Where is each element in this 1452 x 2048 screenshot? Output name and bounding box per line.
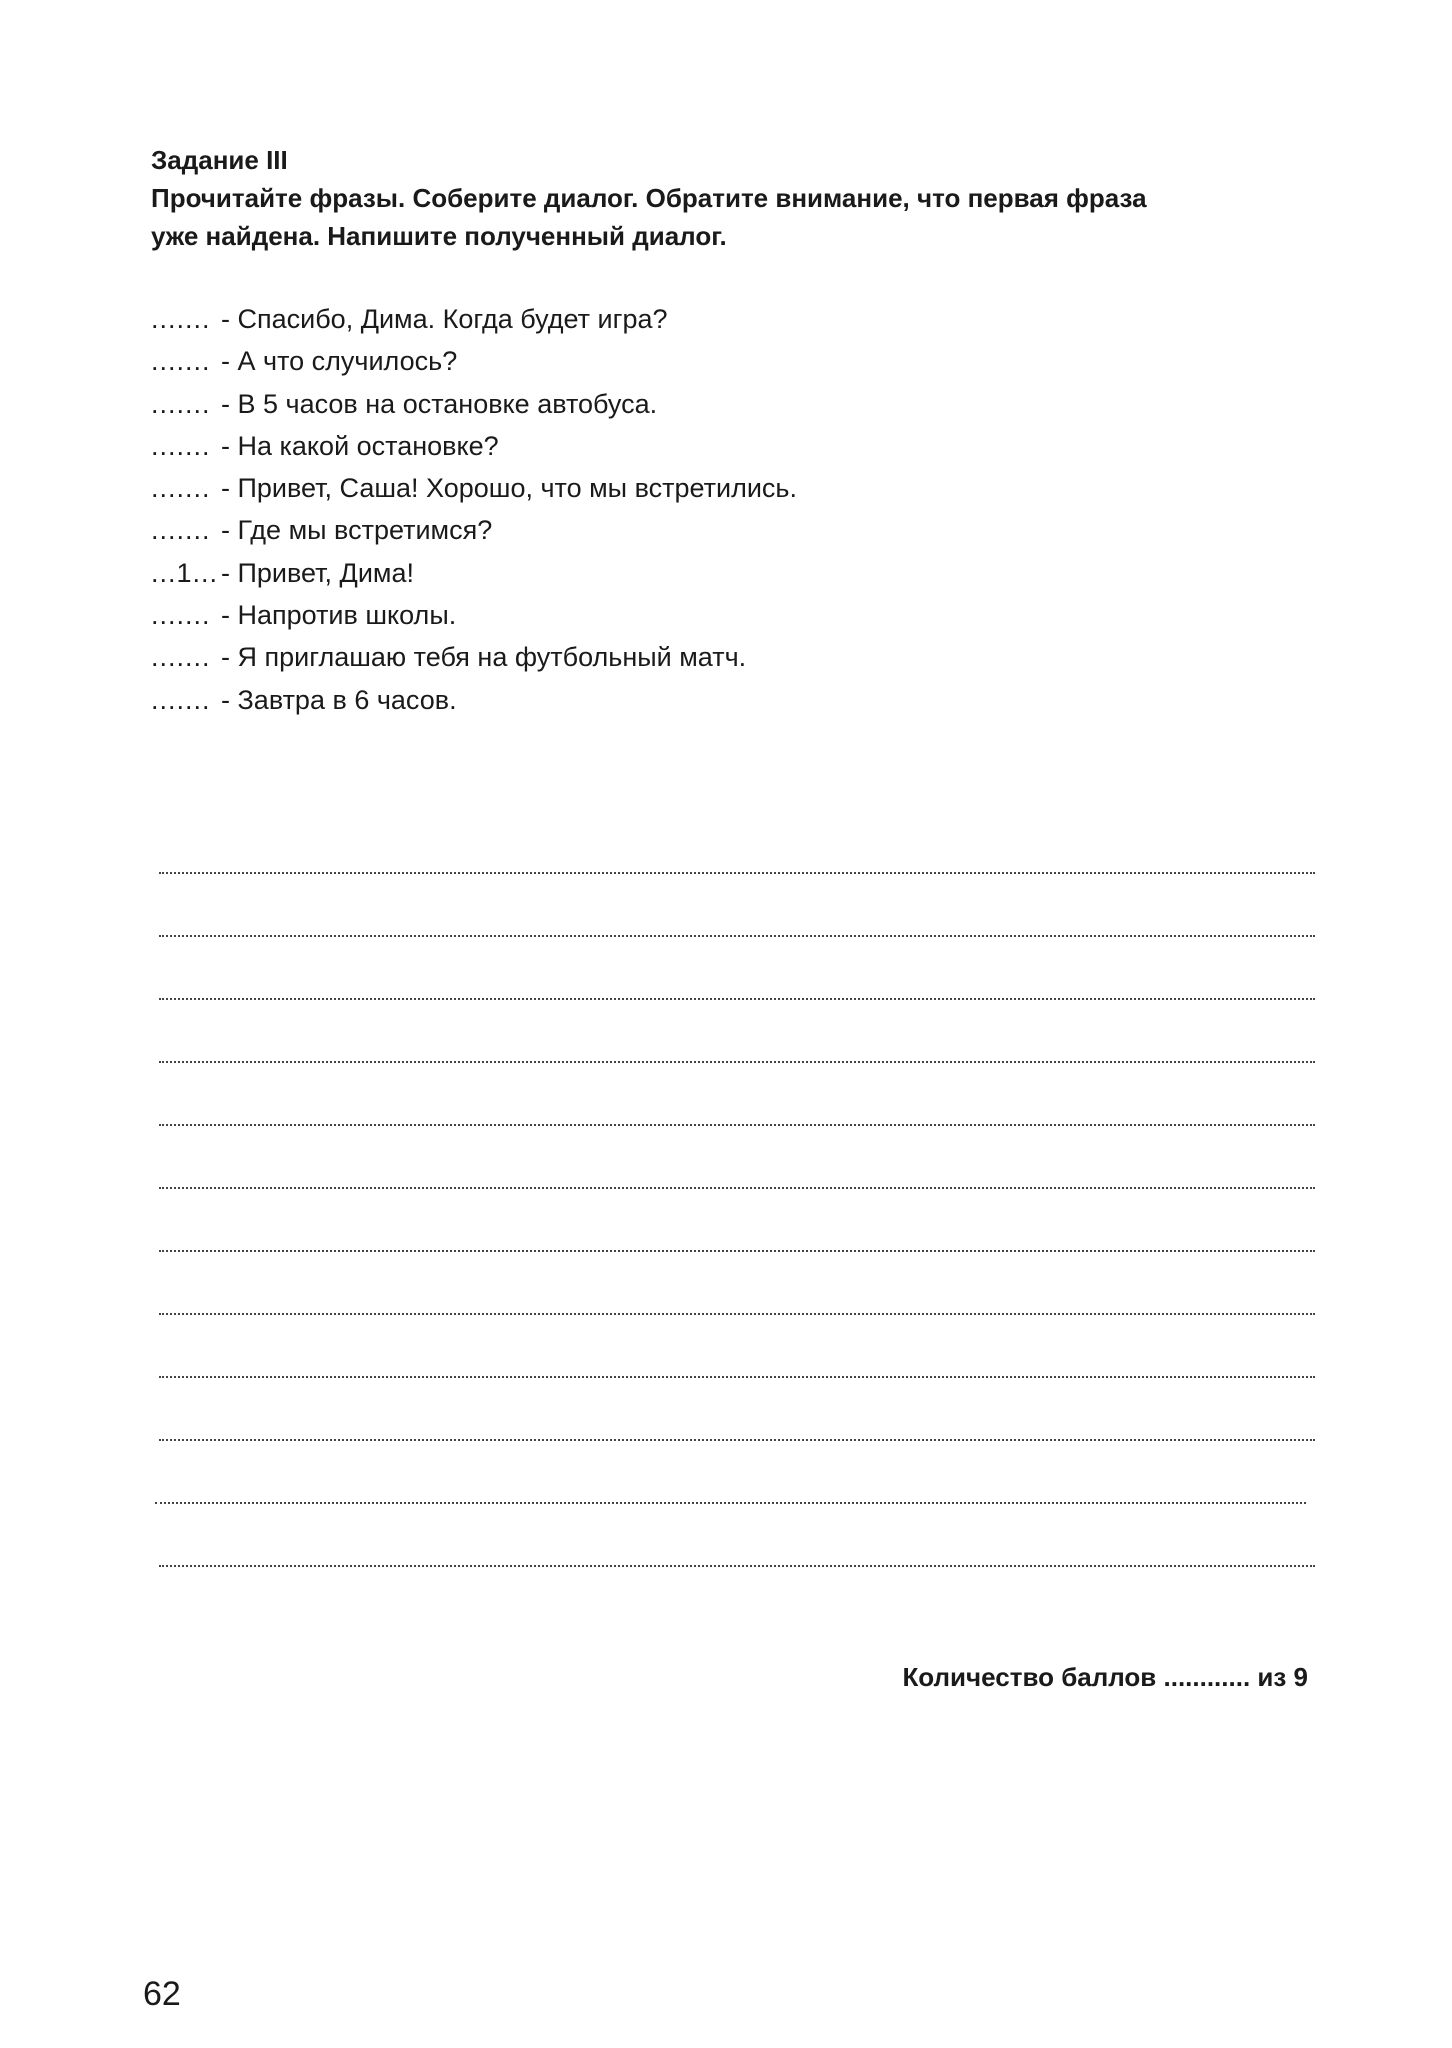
phrase-text: - А что случилось? — [221, 346, 458, 377]
phrase-item — [151, 340, 1251, 382]
phrase-item — [151, 509, 1251, 551]
phrase-item — [151, 467, 1251, 509]
phrase-text: - Я приглашаю тебя на футбольный матч. — [221, 642, 747, 673]
phrase-number-blank[interactable]: ....... — [151, 430, 211, 461]
phrase-number-blank[interactable]: ....... — [151, 642, 211, 673]
phrase-number-blank[interactable]: ....... — [151, 473, 211, 504]
answer-line[interactable] — [155, 1145, 1315, 1208]
phrase-text: - Привет, Саша! Хорошо, что мы встретились. — [221, 473, 797, 504]
phrase-item — [151, 594, 1251, 636]
phrase-number-blank[interactable]: ....... — [151, 388, 211, 419]
phrase-item — [151, 679, 1251, 721]
task-heading — [151, 141, 1331, 255]
answer-line[interactable] — [155, 956, 1315, 1019]
answer-line[interactable] — [155, 1523, 1315, 1586]
answer-line[interactable] — [155, 893, 1315, 956]
phrase-text: - Привет, Дима! — [221, 557, 414, 588]
phrase-text: - В 5 часов на остановке автобуса. — [221, 388, 658, 419]
phrase-number-blank[interactable]: ....... — [151, 346, 211, 377]
answer-line[interactable] — [155, 1397, 1315, 1460]
phrase-number-blank[interactable]: ....... — [151, 600, 211, 631]
phrase-item — [151, 425, 1251, 467]
phrase-number-blank[interactable]: ....... — [151, 684, 211, 715]
answer-line[interactable] — [155, 1334, 1315, 1397]
answer-line[interactable] — [155, 1019, 1315, 1082]
task-title: Задание III — [151, 145, 288, 175]
phrase-number-filled: ...1... — [151, 557, 219, 588]
phrase-number-blank[interactable]: ....... — [151, 304, 211, 334]
score-line: Количество баллов ............ из 9 — [902, 1662, 1308, 1692]
phrase-number-blank[interactable]: ....... — [151, 515, 211, 546]
task-instruction-line-1: Прочитайте фразы. Соберите диалог. Обратите внимание, что первая фраза — [151, 183, 1147, 213]
phrase-text: - Завтра в 6 часов. — [221, 684, 457, 715]
answer-area — [155, 830, 1315, 1586]
phrase-text: - Спасибо, Дима. Когда будет игра? — [221, 304, 668, 334]
answer-line[interactable] — [155, 830, 1315, 893]
phrase-text: - Где мы встретимся? — [221, 515, 493, 546]
phrase-item — [151, 636, 1251, 678]
answer-line[interactable] — [155, 1082, 1315, 1145]
answer-line[interactable] — [155, 1208, 1315, 1271]
phrase-text: - На какой остановке? — [221, 430, 499, 461]
task-instruction-line-2: уже найдена. Напишите полученный диалог. — [151, 221, 727, 251]
phrase-item — [151, 552, 1251, 594]
phrase-text: - Напротив школы. — [221, 600, 457, 631]
page-number: 62 — [143, 1975, 181, 2013]
phrase-item — [151, 383, 1251, 425]
answer-line[interactable] — [155, 1460, 1315, 1523]
phrase-list — [151, 298, 1251, 721]
answer-line[interactable] — [155, 1271, 1315, 1334]
phrase-item — [151, 298, 1251, 340]
